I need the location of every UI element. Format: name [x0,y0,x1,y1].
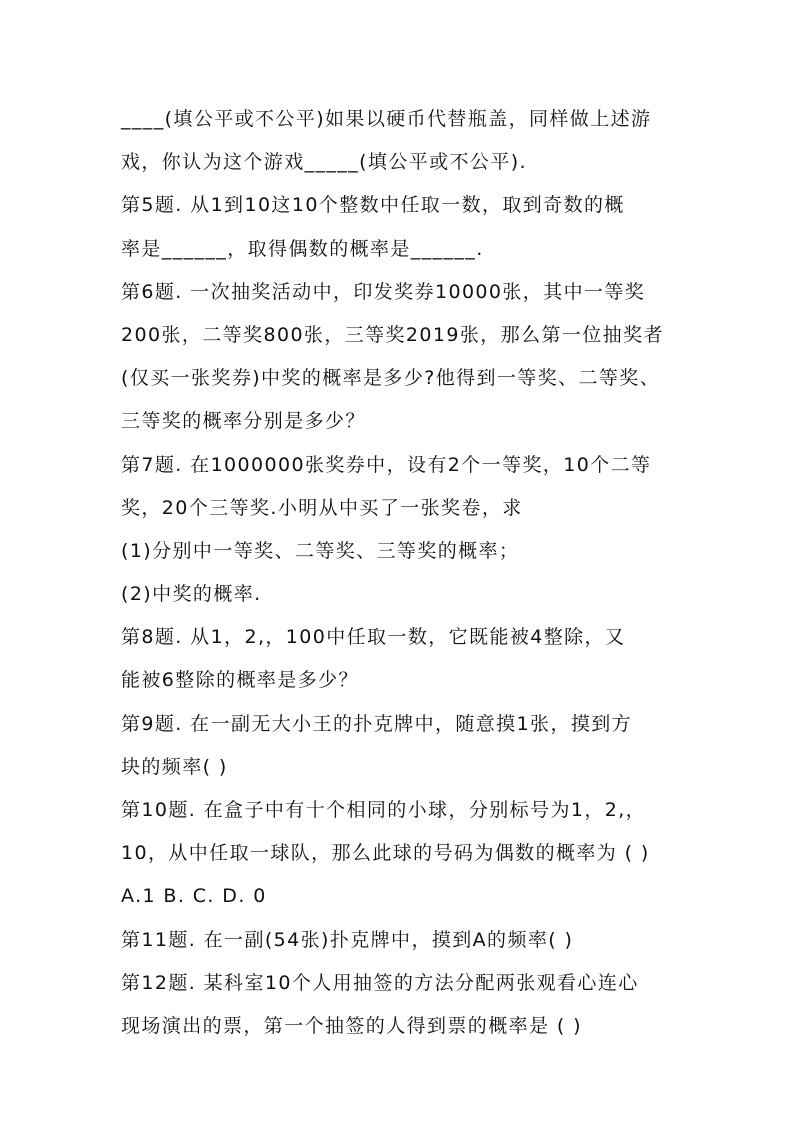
text-line: ____(填公平或不公平)如果以硬币代替瓶盖，同样做上述游 [121,108,652,130]
question-10-line: 第10题. 在盒子中有十个相同的小球，分别标号为1，2,， [121,799,647,821]
sub-question-2: (2)中奖的概率. [121,583,262,606]
text-line: 戏，你认为这个游戏_____(填公平或不公平). [121,151,527,174]
question-11-line: 第11题. 在一副(54张)扑克牌中，摸到A的频率( ) [121,928,574,951]
question-9-line: 第9题. 在一副无大小王的扑克牌中，随意摸1张，摸到方 [121,712,633,735]
text-line: 三等奖的概率分别是多少？ [121,410,366,433]
question-7-line: 第7题. 在1000000张奖券中，设有2个一等奖，10个二等 [121,453,652,476]
text-line: 率是______，取得偶数的概率是______. [121,237,484,260]
answer-options: A.1 B. C. D. 0 [121,885,267,908]
sub-question-1: (1)分别中一等奖、二等奖、三等奖的概率； [121,539,520,562]
text-line: 块的频率( ) [121,755,228,778]
question-8-line: 第8题. 从1，2,，100中任取一数，它既能被4整除，又 [121,626,626,649]
text-line: 能被6整除的概率是多少？ [121,669,359,692]
document-body [121,98,681,1048]
text-line: 现场演出的票，第一个抽签的人得到票的概率是 ( ) [121,1014,582,1037]
text-line: 200张，二等奖800张，三等奖2019张，那么第一位抽奖者 [121,323,664,346]
text-line: (仅买一张奖券)中奖的概率是多少?他得到一等奖、二等奖、 [121,367,661,390]
question-6-line: 第6题. 一次抽奖活动中，印发奖券10000张，其中一等奖 [121,280,646,303]
text-line: 10，从中任取一球队，那么此球的号码为偶数的概率为 ( ) [121,842,650,865]
text-line: 奖，20个三等奖.小明从中买了一张奖卷，求 [121,496,523,519]
question-12-line: 第12题. 某科室10个人用抽签的方法分配两张观看心连心 [121,971,639,994]
question-5-line: 第5题. 从1到10这10个整数中任取一数，取到奇数的概 [121,194,625,217]
